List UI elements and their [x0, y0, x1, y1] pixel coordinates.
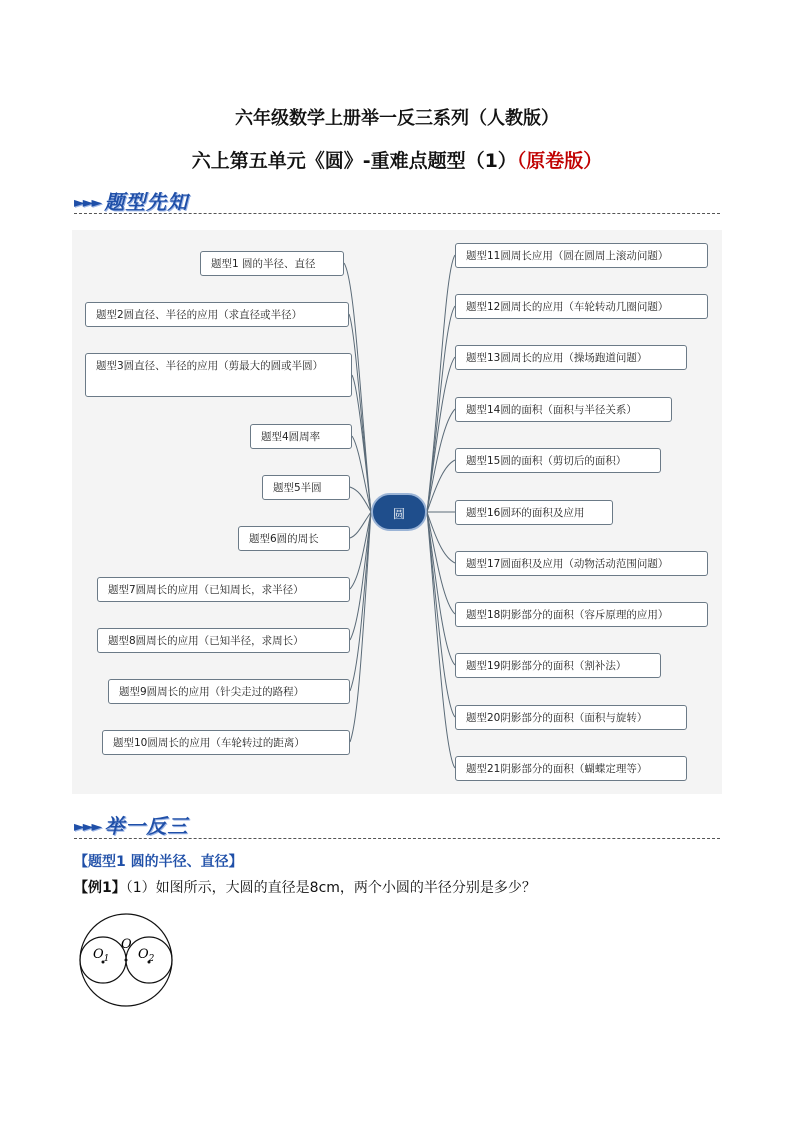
section-overview-label: 题型先知	[104, 190, 189, 214]
center-point-o	[125, 959, 128, 962]
triple-arrow-icon: ►►►	[74, 195, 101, 211]
mindmap-node-type15: 题型15圆的面积（剪切后的面积）	[455, 448, 661, 473]
document-title: 六年级数学上册举一反三系列（人教版）	[235, 108, 559, 129]
mindmap-node-type7: 题型7圆周长的应用（已知周长，求半径）	[97, 577, 350, 602]
mindmap-node-type10: 题型10圆周长的应用（车轮转过的距离）	[102, 730, 350, 755]
mindmap-center-node: 圆	[371, 493, 427, 531]
mindmap-node-type17: 题型17圆面积及应用（动物活动范围问题）	[455, 551, 708, 576]
triple-arrow-icon: ►►►	[74, 819, 101, 835]
subtitle-edition: （原卷版）	[516, 150, 603, 172]
mindmap-node-type6: 题型6圆的周长	[238, 526, 350, 551]
mindmap-node-type18: 题型18阴影部分的面积（容斥原理的应用）	[455, 602, 708, 627]
mindmap-node-type2: 题型2圆直径、半径的应用（求直径或半径）	[85, 302, 349, 327]
connector	[352, 436, 371, 512]
mindmap-node-type16: 题型16圆环的面积及应用	[455, 500, 613, 525]
mindmap-node-type21: 题型21阴影部分的面积（蝴蝶定理等）	[455, 756, 687, 781]
section-divider	[74, 838, 720, 839]
connector	[427, 409, 455, 512]
mindmap-node-type3: 题型3圆直径、半径的应用（剪最大的圆或半圆）	[85, 353, 352, 397]
section-examples-heading	[74, 810, 188, 838]
section-examples-label: 举一反三	[104, 814, 189, 838]
mindmap-node-type20: 题型20阴影部分的面积（面积与旋转）	[455, 705, 687, 730]
mindmap-node-type14: 题型14圆的面积（面积与半径关系）	[455, 397, 672, 422]
subtitle-main: 六上第五单元《圆》-重难点题型（1）	[191, 150, 517, 172]
example-text: （1）如图所示，大圆的直径是8cm，两个小圆的半径分别是多少？	[125, 880, 536, 896]
mindmap-node-type19: 题型19阴影部分的面积（割补法）	[455, 653, 661, 678]
example-question	[74, 877, 536, 897]
label-o2: $O_2$	[138, 947, 155, 964]
mindmap-node-type11: 题型11圆周长应用（圆在圆周上滚动问题）	[455, 243, 708, 268]
connector	[350, 512, 371, 640]
question-type-heading: 【题型1 圆的半径、直径】	[74, 854, 243, 870]
mindmap-node-type5: 题型5半圆	[262, 475, 350, 500]
mindmap-node-type8: 题型8圆周长的应用（已知半径，求周长）	[97, 628, 350, 653]
mindmap-node-type12: 题型12圆周长的应用（车轮转动几圈问题）	[455, 294, 708, 319]
example-label: 【例1】	[74, 880, 126, 896]
label-o1: $O_1$	[93, 947, 110, 964]
mindmap-node-type4: 题型4圆周率	[250, 424, 352, 449]
mindmap-node-type9: 题型9圆周长的应用（针尖走过的路程）	[108, 679, 350, 704]
connector	[350, 512, 371, 538]
label-o: O	[121, 937, 132, 952]
mindmap-node-type13: 题型13圆周长的应用（操场跑道问题）	[455, 345, 687, 370]
mindmap-node-type1: 题型1 圆的半径、直径	[200, 251, 344, 276]
circles-figure	[74, 912, 184, 1012]
